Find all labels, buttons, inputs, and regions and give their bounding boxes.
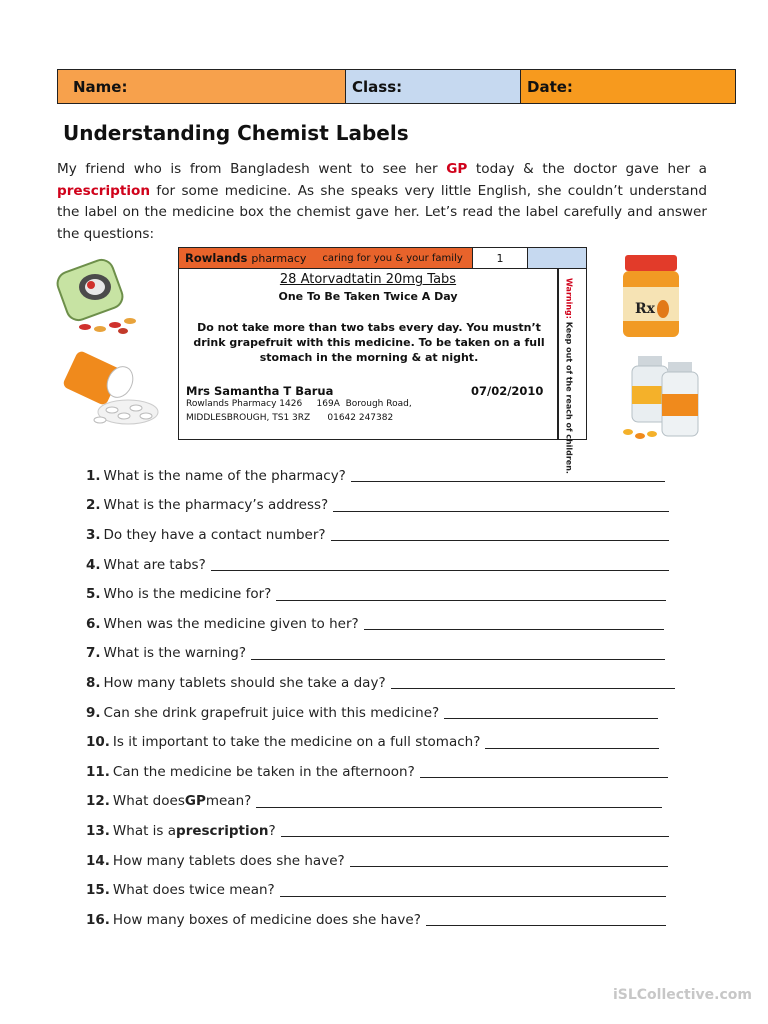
question-text: Can the medicine be taken in the afternoon? xyxy=(112,763,415,780)
question-text: Is it important to take the medicine on a full stomach? xyxy=(112,734,481,751)
question-number: 11. xyxy=(86,763,110,780)
answer-line[interactable] xyxy=(350,854,668,867)
answer-line[interactable] xyxy=(351,469,665,482)
answer-line[interactable] xyxy=(256,795,662,808)
question-text: What does twice mean? xyxy=(112,882,275,899)
question-number: 5. xyxy=(86,586,101,603)
date-label: Date: xyxy=(527,77,573,96)
label-divider xyxy=(557,269,559,439)
question-number: 6. xyxy=(86,615,101,632)
gp-highlight: GP xyxy=(446,161,468,177)
label-blank-cell xyxy=(528,248,586,268)
question-number: 4. xyxy=(86,556,101,573)
drug-name: 28 Atorvadtatin 20mg Tabs xyxy=(279,272,457,287)
answer-line[interactable] xyxy=(281,824,669,837)
patient-name: Mrs Samantha T Barua xyxy=(186,384,334,398)
question-number: 13. xyxy=(86,822,110,839)
question-text: When was the medicine given to her? xyxy=(103,615,359,632)
answer-line[interactable] xyxy=(280,884,666,897)
question-text-end: mean? xyxy=(205,793,252,810)
answer-line[interactable] xyxy=(364,617,664,630)
class-label: Class: xyxy=(352,77,403,96)
answer-line[interactable] xyxy=(444,706,658,719)
question-text: How many tablets does she have? xyxy=(112,852,345,869)
question-number: 14. xyxy=(86,852,110,869)
question-text: What are tabs? xyxy=(103,556,206,573)
name-label: Name: xyxy=(73,77,128,96)
date-field[interactable] xyxy=(521,70,735,103)
pharmacy-brand: Rowlands pharmacy caring for you & your family xyxy=(179,248,473,268)
usage-advice: Do not take more than two tabs every day. You mustn’t drink grapefruit with this medicine. To be taken on a full stomach in the morning & at night. xyxy=(193,321,545,364)
page-title: Understanding Chemist Labels xyxy=(63,121,409,145)
question-text: Do they have a contact number? xyxy=(103,526,326,543)
rx-bottle-icon xyxy=(615,253,687,341)
chemist-label xyxy=(178,247,587,474)
vitamin-bottles-icon xyxy=(620,352,706,444)
question-number: 16. xyxy=(86,911,110,928)
pharmacy-tagline: caring for you & your family xyxy=(322,252,463,264)
warning-text: Warning: Keep out of the reach of children. xyxy=(564,278,574,474)
question-text: What is the warning? xyxy=(103,645,247,662)
answer-line[interactable] xyxy=(331,528,669,541)
label-header xyxy=(179,248,586,269)
dispense-date: 07/02/2010 xyxy=(471,384,544,398)
question-text: What is the pharmacy’s address? xyxy=(103,497,329,514)
question-item xyxy=(86,698,696,728)
question-text: What is the name of the pharmacy? xyxy=(103,467,346,484)
question-item xyxy=(86,816,696,846)
question-item xyxy=(86,846,696,876)
answer-line[interactable] xyxy=(251,647,665,660)
pharmacy-address-line1: Rowlands Pharmacy 1426 169A Borough Road, xyxy=(186,399,412,409)
answer-line[interactable] xyxy=(420,765,668,778)
question-text: What does xyxy=(112,793,185,810)
question-item xyxy=(86,757,696,787)
answer-line[interactable] xyxy=(333,499,669,512)
question-number: 9. xyxy=(86,704,101,721)
question-item xyxy=(86,905,696,935)
class-field[interactable] xyxy=(346,70,521,103)
question-number: 7. xyxy=(86,645,101,662)
question-number: 8. xyxy=(86,674,101,691)
svg-text:Rx: Rx xyxy=(635,301,655,317)
pharmacy-address-line2: MIDDLESBROUGH, TS1 3RZ 01642 247382 xyxy=(186,413,394,423)
question-number: 15. xyxy=(86,882,110,899)
question-item xyxy=(86,668,696,698)
site-watermark: iSLCollective.com xyxy=(612,987,752,1003)
question-item xyxy=(86,550,696,580)
question-item xyxy=(86,520,696,550)
question-item xyxy=(86,639,696,669)
question-number: 10. xyxy=(86,734,110,751)
question-item xyxy=(86,875,696,905)
question-item xyxy=(86,579,696,609)
question-item xyxy=(86,461,696,491)
question-number: 3. xyxy=(86,526,101,543)
question-text: What is a xyxy=(112,822,177,839)
question-keyword: GP xyxy=(184,793,206,810)
question-number: 1. xyxy=(86,467,101,484)
answer-line[interactable] xyxy=(211,558,669,571)
question-item xyxy=(86,491,696,521)
answer-line[interactable] xyxy=(485,736,659,749)
question-text: Who is the medicine for? xyxy=(103,586,272,603)
question-number: 2. xyxy=(86,497,101,514)
question-text: How many boxes of medicine does she have? xyxy=(112,911,421,928)
answer-line[interactable] xyxy=(391,676,675,689)
student-info-bar xyxy=(57,69,736,104)
prescription-highlight: prescription xyxy=(57,182,151,199)
question-text: Can she drink grapefruit juice with this medicine? xyxy=(103,704,440,721)
question-item xyxy=(86,727,696,757)
question-item xyxy=(86,787,696,817)
answer-line[interactable] xyxy=(276,588,666,601)
question-keyword: prescription xyxy=(176,822,269,839)
intro-paragraph: My friend who is from Bangladesh went to see her GP today & the doctor gave her a prescription for some medicine. As she speaks very little English, she couldn’t understand the label on the medicine box the chemist gave her. Let’s read the label carefully and answer the questions: xyxy=(57,161,707,242)
pill-box-icon xyxy=(55,255,143,335)
label-number: 1 xyxy=(473,248,528,268)
spilled-pills-bottle-icon xyxy=(60,350,160,436)
question-item xyxy=(86,609,696,639)
question-text-end: ? xyxy=(268,822,276,839)
name-field[interactable] xyxy=(58,70,346,103)
answer-line[interactable] xyxy=(426,913,666,926)
question-number: 12. xyxy=(86,793,110,810)
question-text: How many tablets should she take a day? xyxy=(103,674,386,691)
dosage-instruction: One To Be Taken Twice A Day xyxy=(278,290,458,303)
question-list xyxy=(86,461,696,935)
